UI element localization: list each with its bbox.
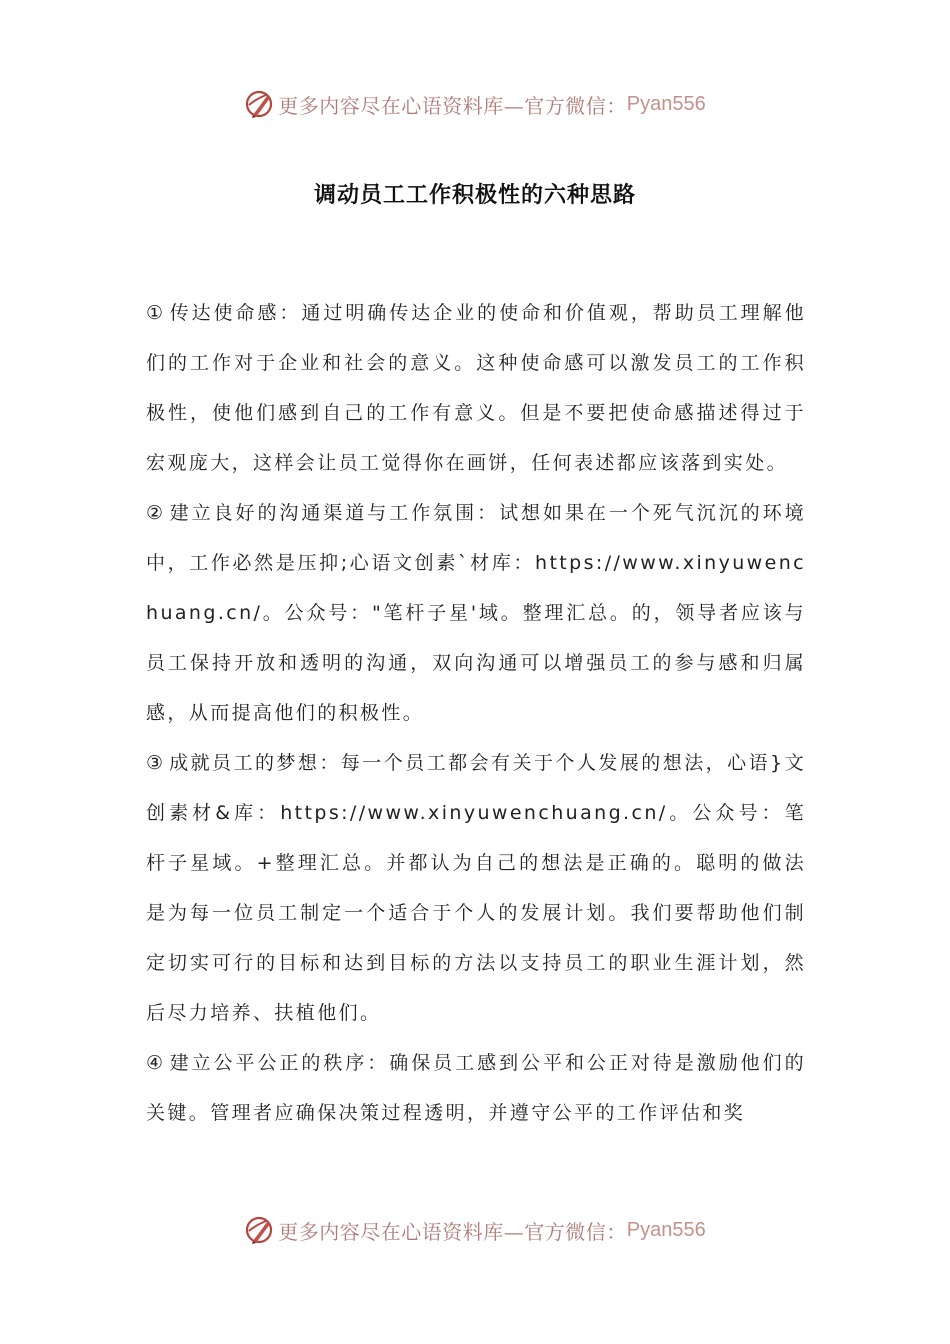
paragraph-text: 传达使命感：通过明确传达企业的使命和价值观，帮助员工理解他们的工作对于企业和社会的意义。这种使命感可以激发员工的工作积极性，使他们感到自己的工作有意义。但是不要把使命感描述得过于宏观庞大，这样会让员工觉得你在画饼，任何表述都应该落到实处。: [146, 302, 806, 474]
paragraph-text: 建立良好的沟通渠道与工作氛围：试想如果在一个死气沉沉的环境中，工作必然是压抑;心语文创素`材库：https://www.xinyuwenchuang.cn/。公众号："笔杆子星'域。整理汇总。的，领导者应该与员工保持开放和透明的沟通，双向沟通可以增强员工的参与感和归属感，从而提高他们的积极性。: [146, 502, 806, 724]
watermark-wechat-id: Pyan556: [626, 92, 706, 115]
page-title: 调动员工工作积极性的六种思路: [313, 183, 636, 208]
paragraph-number: ④: [146, 1052, 164, 1074]
paragraph-1: [146, 288, 806, 488]
paragraph-text: 建立公平公正的秩序：确保员工感到公平和公正对待是激励他们的关键。管理者应确保决策过程透明，并遵守公平的工作评估和奖: [146, 1052, 806, 1124]
paragraph-number: ③: [146, 752, 164, 774]
paragraph-3: [146, 738, 806, 1038]
watermark-header: [0, 84, 950, 124]
paragraph-4: [146, 1038, 806, 1138]
watermark-wechat-id: Pyan556: [626, 1218, 706, 1241]
watermark-footer: [0, 1210, 950, 1250]
paragraph-number: ②: [146, 502, 164, 524]
pen-logo-icon: [244, 89, 274, 119]
watermark-text: 更多内容尽在心语资料库—官方微信：: [278, 93, 627, 118]
watermark-text: 更多内容尽在心语资料库—官方微信：: [278, 1219, 627, 1244]
paragraph-2: [146, 488, 806, 738]
paragraph-number: ①: [146, 302, 164, 324]
document-body: [146, 288, 806, 1138]
paragraph-text: 成就员工的梦想：每一个员工都会有关于个人发展的想法，心语}文创素材&库：https://www.xinyuwenchuang.cn/。公众号：笔杆子星域。+整理汇总。并都认为自己的想法是正确的。聪明的做法是为每一位员工制定一个适合于个人的发展计划。我们要帮助他们制定切实可行的目标和达到目标的方法以支持员工的职业生涯计划，然后尽力培养、扶植他们。: [146, 752, 806, 1024]
pen-logo-icon: [244, 1215, 274, 1245]
